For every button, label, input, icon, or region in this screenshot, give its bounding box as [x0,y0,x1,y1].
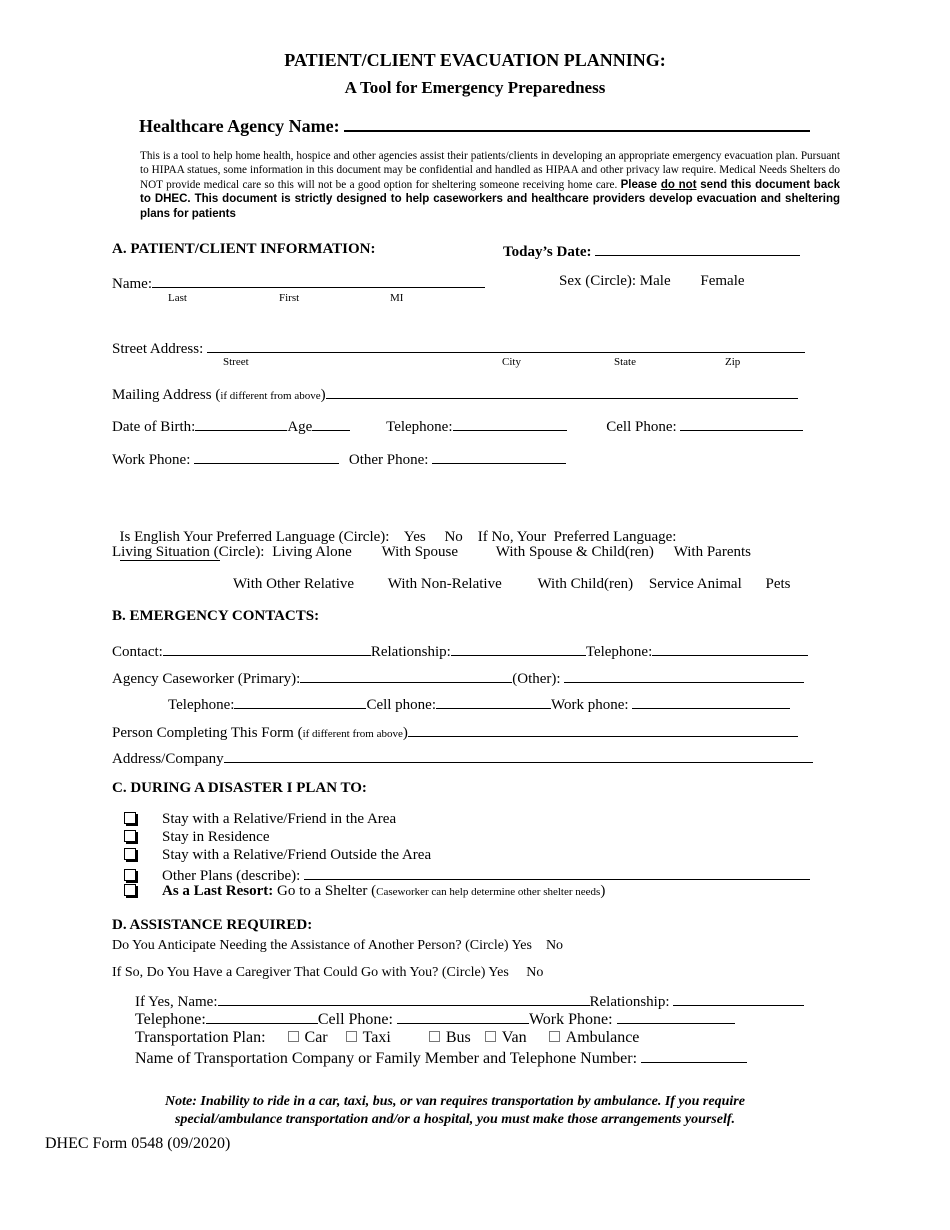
checkbox-icon[interactable] [124,869,136,881]
contact-row [112,641,808,661]
note-line-1: Note: Inability to ride in a car, taxi, bus, or van requires transportation by ambulance. If you require [165,1094,745,1109]
caseworker-other-label: (Other): [512,671,561,687]
mailing-row [112,384,798,404]
street-sub-city: City [502,356,521,368]
cw-telephone-field[interactable] [234,694,366,709]
contact-field[interactable] [163,641,371,656]
cell-field[interactable] [680,416,803,431]
plan-option-label: Stay in Residence [162,829,270,845]
living-situation-row [112,544,751,561]
cw-work-label: Work phone: [551,697,629,713]
transport-plan-row [135,1029,639,1047]
checkbox-icon[interactable] [124,884,136,896]
last-resort-label: As a Last Resort: [162,883,274,899]
contact-telephone-field[interactable] [652,641,808,656]
age-label: Age [287,419,313,435]
transport-plan-label: Transportation Plan: [135,1029,266,1046]
transport-bus-option[interactable]: Bus [429,1029,471,1046]
with-other-relative-option[interactable]: With Other Relative [233,576,355,592]
service-animal-option[interactable]: Service Animal [648,576,742,592]
mailing-hint: if different from above [220,390,321,402]
dob-label: Date of Birth: [112,419,196,435]
address-company-field[interactable] [224,748,813,763]
with-non-relative-option[interactable]: With Non-Relative [387,576,502,592]
plan-option [124,811,396,828]
english-question: Is English Your Preferred Language (Circle): Yes No If No, Your Preferred Language: [119,529,677,545]
caregiver-phones-row [135,1009,735,1029]
name-sub-first: First [279,292,300,304]
living-situation-label: Living Situation (Circle): [112,544,265,560]
transport-car-option[interactable]: Car [288,1029,328,1046]
cw-cell-field[interactable] [436,694,551,709]
intro-text: This is a tool to help home health, hospice and other agencies assist their patients/clients in developing an appropriate emergency evacuation plan. Pursuant to HIPAA statues, some information in this document may be confidential and handled as HIPAA and other privacy law require. Medical Needs Shelters do NOT provide medical care so this will not be a good option for sheltering someone receiving home care. [140,150,840,191]
street-sub-zip: Zip [725,356,741,368]
street-row [112,338,805,358]
with-children-option[interactable]: With Child(ren) [537,576,634,592]
form-id: DHEC Form 0548 (09/2020) [45,1135,231,1152]
caregiver-cell-field[interactable] [397,1009,529,1024]
plan-option-label: Stay with a Relative/Friend in the Area [162,811,397,827]
mailing-field[interactable] [326,384,798,399]
completer-close: ) [402,725,408,741]
section-d-heading: D. ASSISTANCE REQUIRED: [112,917,313,933]
mailing-close: ) [320,387,326,403]
work-phone-row [112,449,566,469]
name-sub-mi: MI [390,292,404,304]
cw-telephone-label: Telephone: [168,697,235,713]
caregiver-name-label: If Yes, Name: [135,994,218,1010]
transport-company-row [135,1048,747,1068]
plan-option [124,865,810,885]
street-sub-street: Street [223,356,249,368]
cell-label: Cell Phone: [606,419,677,435]
agency-name-field[interactable] [344,114,810,132]
checkbox-icon[interactable] [346,1031,357,1042]
form-subtitle: A Tool for Emergency Preparedness [344,78,606,97]
agency-name-row [139,114,810,137]
checkbox-icon[interactable] [288,1031,299,1042]
checkbox-icon[interactable] [429,1031,440,1042]
pets-option[interactable]: Pets [765,576,791,592]
address-company-row [112,748,813,768]
telephone-label: Telephone: [386,419,453,435]
intro-paragraph [140,149,840,221]
checkbox-icon[interactable] [549,1031,560,1042]
plan-option [124,829,269,846]
caregiver-work-label: Work Phone: [528,1011,613,1028]
form-title: PATIENT/CLIENT EVACUATION PLANNING: [284,50,666,70]
note-line-2: special/ambulance transportation and/or a hospital, you must make those arrangements yourself. [174,1112,736,1127]
checkbox-icon[interactable] [124,830,136,842]
name-label: Name: [112,276,152,292]
age-field[interactable] [312,416,350,431]
caregiver-telephone-field[interactable] [206,1009,318,1024]
plan-option-label: Stay with a Relative/Friend Outside the Area [162,847,432,863]
sex-male-option[interactable]: Sex (Circle): Male [559,273,671,289]
caregiver-name-field[interactable] [218,991,590,1006]
plan-option-label: Other Plans (describe): [162,868,301,884]
caseworker-phones-row [168,694,790,714]
completer-hint: if different from above [302,728,403,740]
sex-female-option[interactable]: Female [700,273,745,289]
plan-option [124,847,431,864]
assistance-question: Do You Anticipate Needing the Assistance of Another Person? (Circle) Yes No [112,938,564,953]
agency-name-label: Healthcare Agency Name: [139,116,340,136]
mailing-label: Mailing Address ( [112,387,221,403]
street-field[interactable] [207,338,805,353]
last-resort-hint: Caseworker can help determine other shelter needs [376,886,601,898]
other-plans-field[interactable] [304,865,810,880]
sex-row [559,273,745,290]
contact-telephone-label: Telephone: [585,644,653,660]
completer-row [112,722,798,742]
last-resort-close: ) [600,883,606,899]
contact-relationship-label: Relationship: [370,644,451,660]
transport-company-field[interactable] [641,1048,747,1063]
name-field[interactable] [152,273,485,288]
other-phone-label: Other Phone: [348,452,429,468]
caregiver-relationship-field[interactable] [673,991,804,1006]
living-situation-row-2 [233,576,791,593]
caregiver-telephone-label: Telephone: [135,1011,206,1028]
with-parents-option[interactable]: With Parents [673,544,751,560]
transport-ambulance-option[interactable]: Ambulance [549,1029,640,1046]
cw-work-field[interactable] [632,694,790,709]
transport-van-option[interactable]: Van [485,1029,527,1046]
caseworker-field[interactable] [300,668,512,683]
contact-relationship-field[interactable] [451,641,586,656]
caregiver-cell-label: Cell Phone: [317,1011,393,1028]
caregiver-question: If So, Do You Have a Caregiver That Could Go with You? (Circle) Yes No [112,965,544,980]
cw-cell-label: Cell phone: [366,697,437,713]
other-phone-field[interactable] [432,449,566,464]
transport-taxi-option[interactable]: Taxi [346,1029,391,1046]
caregiver-work-field[interactable] [617,1009,735,1024]
intro-warning: Please do not send this document back to DHEC. This document is strictly designed to help caseworkers and healthcare providers develop evacuation and sheltering plans for patients [140,178,841,220]
transport-company-label: Name of Transportation Company or Family Member and Telephone Number: [135,1050,638,1067]
living-alone-option[interactable]: Living Alone [272,544,352,560]
name-row [112,273,485,293]
telephone-field[interactable] [453,416,567,431]
caseworker-other-field[interactable] [564,668,804,683]
completer-field[interactable] [408,722,798,737]
checkbox-icon[interactable] [124,848,136,860]
caregiver-name-row [135,991,804,1011]
section-a-heading: A. PATIENT/CLIENT INFORMATION: [112,241,376,257]
todays-date-row [503,241,800,261]
section-c-heading: C. DURING A DISASTER I PLAN TO: [112,780,367,796]
address-company-label: Address/Company [112,751,224,767]
last-resort-text: Go to a Shelter ( [273,883,377,899]
plan-option [124,883,605,900]
todays-date-label: Today’s Date: [503,244,592,260]
work-phone-field[interactable] [194,449,339,464]
with-spouse-children-option[interactable]: With Spouse & Child(ren) [495,544,654,560]
work-phone-label: Work Phone: [112,452,191,468]
completer-label: Person Completing This Form ( [112,725,303,741]
dob-field[interactable] [195,416,287,431]
caseworker-row [112,668,804,688]
caregiver-relationship-label: Relationship: [589,994,670,1010]
todays-date-field[interactable] [595,241,800,256]
contact-label: Contact: [112,644,163,660]
street-sub-state: State [614,356,636,368]
street-label: Street Address: [112,341,204,357]
checkbox-icon[interactable] [485,1031,496,1042]
name-sub-last: Last [168,292,187,304]
section-b-heading: B. EMERGENCY CONTACTS: [112,608,320,624]
caseworker-label: Agency Caseworker (Primary): [112,671,301,687]
checkbox-icon[interactable] [124,812,136,824]
dob-row [112,416,803,436]
with-spouse-option[interactable]: With Spouse [381,544,459,560]
